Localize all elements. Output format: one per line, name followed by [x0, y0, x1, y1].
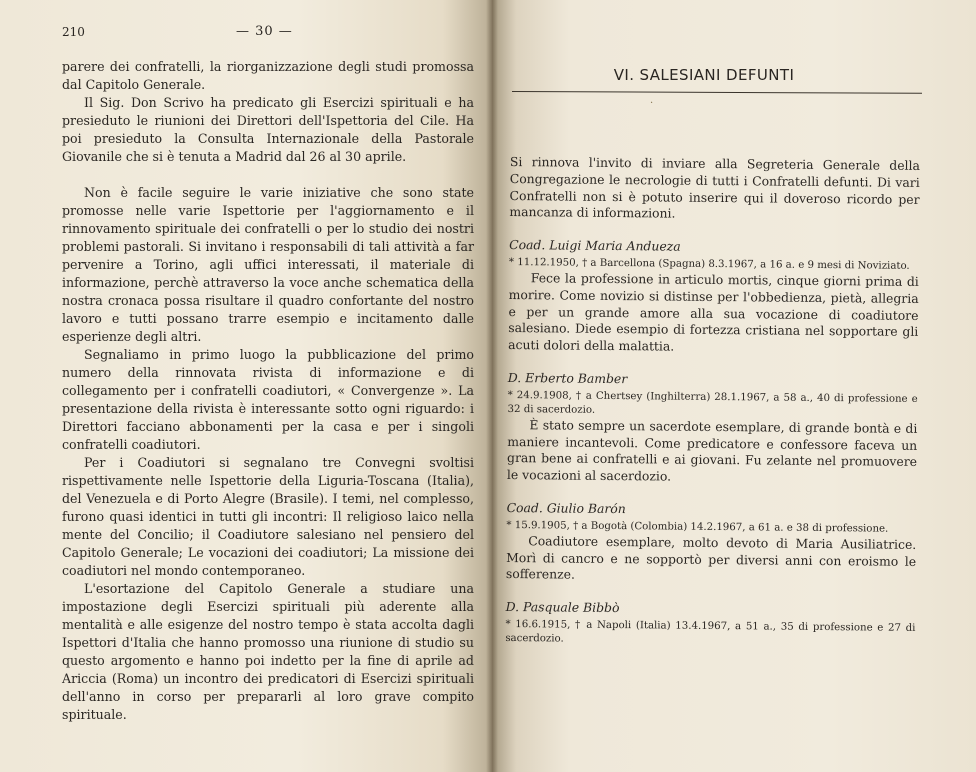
paragraph: parere dei confratelli, la riorganizzazione degli studi promossa dal Capitolo Generale.: [62, 59, 474, 92]
right-page-body: [505, 154, 920, 650]
obituary-entry: [506, 500, 917, 587]
obituary-entry: [505, 599, 915, 650]
obituary-text: Coadiutore esemplare, molto devoto di Maria Ausiliatrice. Morì di cancro e ne sopportò per diversi anni con eroismo le sofferenze.: [505, 532, 917, 582]
paragraph: Non è facile seguire le varie iniziative che sono state promosse nelle varie Ispettorie per l'aggiornamento e il rinnovamento spirituale dei confratelli o per lo studio dei nostri problemi pastorali. Si invitano i responsabili di tali attività a far pervenire a Torino, agli uffici interessati, il materiale di informazione, perchè attraverso la voce anche schematica della nostra cronaca possa risultare il quadro confortante del nostro lavoro e tutti possano trarre esempio e incitamento dalle esperienze degli altri.: [62, 185, 474, 344]
obituary-dates: * 24.9.1908, † a Chertsey (Inghilterra) 28.1.1967, a 58 a., 40 di professione e 32 di sacerdozio.: [507, 389, 918, 416]
paragraph: Segnaliamo in primo luogo la pubblicazione del primo numero della rinnovata rivista di informazione e di collegamento per i confratelli coadiutori, « Convergenze ». La presentazione della rivista è interessante sotto ogni riguardo: i Direttori facciano abbonamenti per la casa e per i singoli confratelli coadiutori.: [62, 347, 474, 452]
obituary-dates: * 16.6.1915, † a Napoli (Italia) 13.4.1967, a 51 a., 35 di professione e 27 di sacerdozio.: [505, 618, 916, 645]
obituary-name: D. Erberto Bamber: [507, 369, 628, 387]
section-title: VI. SALESIANI DEFUNTI: [613, 66, 795, 84]
book-gutter: [486, 0, 498, 772]
obituary-entry: [508, 237, 919, 358]
obituary-entry: [507, 370, 918, 488]
paragraph: Per i Coadiutori si segnalano tre Convegni svoltisi rispettivamente nelle Ispettorie della Liguria-Toscana (Italia), del Venezuela e di Porto Alegre (Brasile). I temi, nel complesso, furono quasi identici in tutti gli incontri: Il religioso laico nella mente del Concilio; il Coadiutore salesiano nel pensiero del Capitolo Generale; Le vocazioni dei coadiutori; La missione dei coadiutori nel mondo contemporaneo.: [62, 455, 474, 578]
left-page-body: [62, 58, 474, 724]
obituary-name: D. Pasquale Bibbò: [505, 599, 620, 616]
page-number: 210: [62, 25, 85, 39]
obituary-dates: * 15.9.1905, † a Bogotà (Colombia) 14.2.1967, a 61 a. e 38 di professione.: [506, 519, 889, 535]
intro-paragraph: Si rinnova l'invito di inviare alla Segreteria Generale della Congregazione le necrologie di tutti i Confratelli defunti. Di vari Confratelli non si è potuto inserire qui il doveroso ricordo per mancanza di informazioni.: [509, 154, 920, 221]
obituary-text: Fece la professione in articulo mortis, cinque giorni prima di morire. Come novizio si distinse per l'obbedienza, pietà, allegria e per un grande amore alla sua vocazione di coadiutore salesiano. Diede esempio di fortezza cristiana nel sopportare gli acuti dolori della malattia.: [508, 270, 919, 354]
ink-mark: ·: [650, 98, 654, 109]
obituary-name: Coad. Giulio Barón: [506, 499, 626, 517]
obituary-name: Coad. Luigi Maria Andueza: [509, 237, 681, 254]
obituary-text: È stato sempre un sacerdote esemplare, di grande bontà e di maniere incantevoli. Come predicatore e confessore faceva un gran bene ai confratelli e ai giovani. Fu zelante nel promuovere le vocazioni al sacerdozio.: [506, 416, 918, 484]
paragraph: L'esortazione del Capitolo Generale a studiare una impostazione degli Esercizi spirituali più aderente alla mentalità e alle esigenze del nostro tempo è stata accolta dagli Ispettori d'Italia che hanno promosso una riunione di studio su questo argomento e hanno poi indetto per la fine di aprile ad Ariccia (Roma) un incontro dei predicatori di Esercizi spirituali dell'anno in corso per prepararli al loro grave compito spirituale.: [62, 581, 474, 722]
obituary-dates: * 11.12.1950, † a Barcellona (Spagna) 8.3.1967, a 16 a. e 9 mesi di Noviziato.: [508, 256, 910, 272]
running-head: — 30 —: [236, 24, 293, 39]
paragraph: Il Sig. Don Scrivo ha predicato gli Esercizi spirituali e ha presieduto le riunioni dei Direttori dell'Ispettoria del Cile. Ha poi presieduto la Consulta Internazionale della Pastorale Giovanile che si è tenuta a Madrid dal 26 al 30 aprile.: [62, 95, 474, 164]
